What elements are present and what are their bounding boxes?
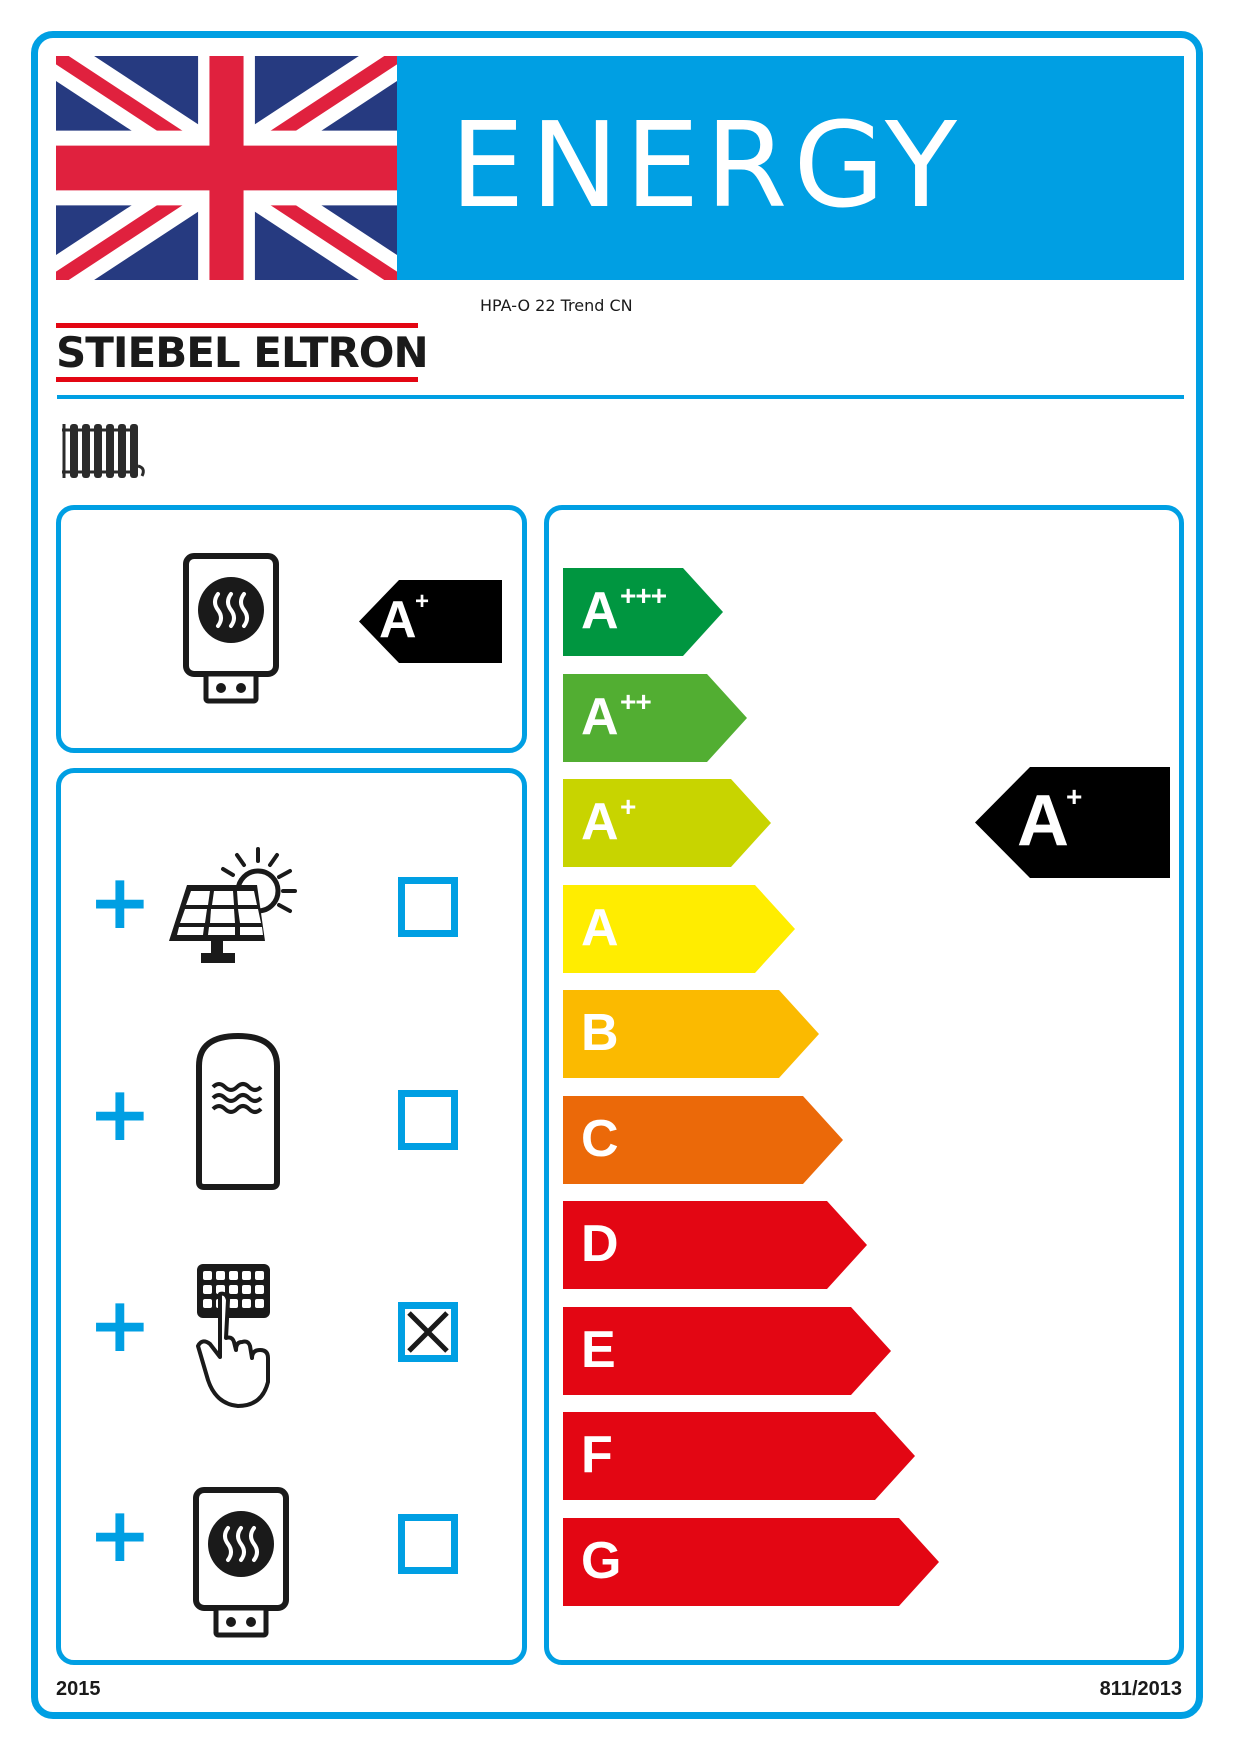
plus-sign: + xyxy=(88,1069,152,1158)
package-class-plus: + xyxy=(1066,781,1083,812)
plus-sign: + xyxy=(88,1490,152,1579)
scale-bar-letter: A xyxy=(581,688,619,746)
scale-bar-d xyxy=(563,1201,867,1289)
scale-bar-letter: A xyxy=(581,582,619,640)
scale-bar-letter: D xyxy=(581,1215,619,1273)
hot-water-tank-checkbox[interactable] xyxy=(398,1090,458,1150)
scale-bar-plus: + xyxy=(620,791,636,822)
regulation-number: 811/2013 xyxy=(1099,1678,1182,1700)
scale-bar-letter: E xyxy=(581,1321,616,1379)
energy-title: ENERGY xyxy=(450,96,964,234)
scale-bar-a2 xyxy=(563,674,747,762)
plus-sign: + xyxy=(88,857,152,946)
plus-sign: + xyxy=(88,1280,152,1369)
model-name: HPA-O 22 Trend CN xyxy=(480,296,633,315)
solar-collector-icon xyxy=(165,845,315,970)
scale-bar-shape xyxy=(563,1412,915,1500)
product-efficiency-class xyxy=(359,580,502,663)
hot-water-tank-icon xyxy=(193,1032,283,1192)
scale-bar-a3 xyxy=(563,568,723,656)
product-class-plus: + xyxy=(415,588,430,615)
package-efficiency-class xyxy=(975,767,1170,878)
scale-bar-letter: B xyxy=(581,1004,619,1062)
brand-line-bottom xyxy=(56,377,418,382)
temperature-control-checkbox[interactable] xyxy=(398,1302,458,1362)
radiator-icon xyxy=(58,420,146,482)
scale-bar-plus: +++ xyxy=(620,580,667,611)
package-class-letter: A xyxy=(1017,781,1069,861)
scale-bar-letter: A xyxy=(581,793,619,851)
scale-bar-letter: A xyxy=(581,899,619,957)
brand-logo: STIEBEL ELTRON xyxy=(56,328,428,377)
scale-bar-e xyxy=(563,1307,891,1395)
scale-bar-a xyxy=(563,885,795,973)
scale-bar-letter: F xyxy=(581,1426,613,1484)
product-class-letter: A xyxy=(379,591,417,649)
header-divider xyxy=(57,395,1184,399)
scale-bar-letter: G xyxy=(581,1532,622,1590)
checkbox-cross-icon xyxy=(405,1309,451,1355)
scale-bar-a1 xyxy=(563,779,771,867)
supplementary-heater-checkbox[interactable] xyxy=(398,1514,458,1574)
supplementary-heater-icon xyxy=(191,1486,291,1639)
uk-flag xyxy=(56,56,397,280)
scale-bar-g xyxy=(563,1518,939,1606)
scale-bar-b xyxy=(563,990,819,1078)
solar-checkbox[interactable] xyxy=(398,877,458,937)
scale-bar-f xyxy=(563,1412,915,1500)
scale-bar-plus: ++ xyxy=(620,686,651,717)
temperature-control-icon xyxy=(190,1262,275,1412)
scale-bar-letter: C xyxy=(581,1110,619,1168)
scale-bar-c xyxy=(563,1096,843,1184)
heater-icon xyxy=(181,552,281,705)
label-year: 2015 xyxy=(56,1678,101,1700)
